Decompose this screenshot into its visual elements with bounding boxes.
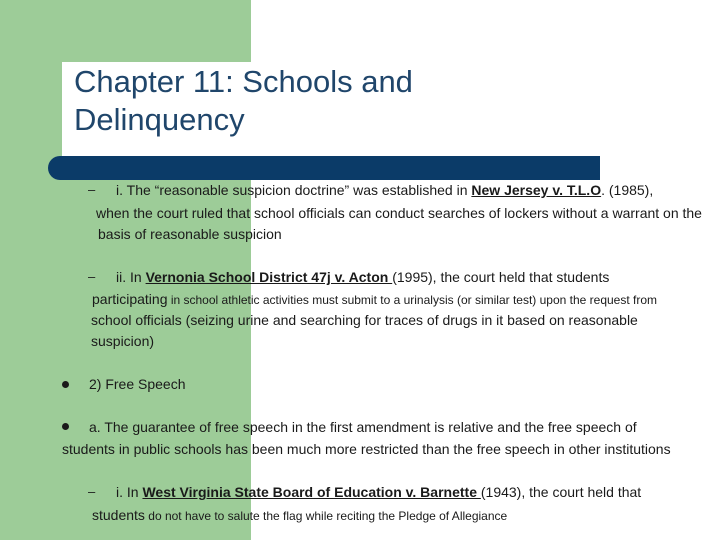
item-ii-text-pre: ii. In [116,269,146,285]
item-ii-line4: suspicion) [91,333,155,349]
dash-bullet: – [88,484,96,499]
slide-title: Chapter 11: Schools and Delinquency [74,64,413,137]
item-ii-text-post: (1995), the court held that students [392,269,610,285]
item-i-text-post: . (1985), [601,182,654,198]
item-i-line1 [116,180,653,201]
item-ii-line3: school officials (seizing urine and searching for traces of drugs in it based on reasonable [91,312,638,328]
title-underline-bar [48,156,600,180]
item-barnette-line2 [92,505,507,527]
item-i-line2-text: when the court ruled that school officials can conduct searches of lockers without a warrant on the [96,205,702,221]
dash-bullet: – [88,182,96,197]
case-name-west-virginia-v-barnette: West Virginia State Board of Education v. Barnette [142,484,481,500]
free-speech-heading: 2) Free Speech [89,376,186,392]
case-name-vernonia-v-acton: Vernonia School District 47j v. Acton [145,269,393,285]
item-i-text-pre: i. The “reasonable suspicion doctrine” was established in [116,182,472,198]
round-bullet [62,381,69,388]
case-name-new-jersey-v-tlo: New Jersey v. T.L.O [471,182,602,198]
item-a-line2: students in public schools has been much more restricted than the free speech in other institutions [62,441,671,457]
item-barnette-line2-rest: do not have to salute the flag while reciting the Pledge of Allegiance [144,509,508,523]
item-ii-line2-start: participating [92,291,168,307]
item-ii-line2-rest: in school athletic activities must submit to a urinalysis (or similar test) upon the request from [167,293,658,307]
item-barnette-line2-start: students [92,507,145,523]
round-bullet [62,423,69,430]
item-i-line3: basis of reasonable suspicion [98,226,282,242]
dash-bullet: – [88,269,96,284]
item-barnette-line1 [116,482,641,503]
item-a-line1: a. The guarantee of free speech in the first amendment is relative and the free speech of [89,419,637,435]
item-barnette-text-pre: i. In [116,484,143,500]
item-ii-line2 [92,289,657,311]
item-barnette-text-post: (1943), the court held that [480,484,642,500]
item-i-line2 [96,203,702,225]
item-ii-line1 [116,267,609,288]
